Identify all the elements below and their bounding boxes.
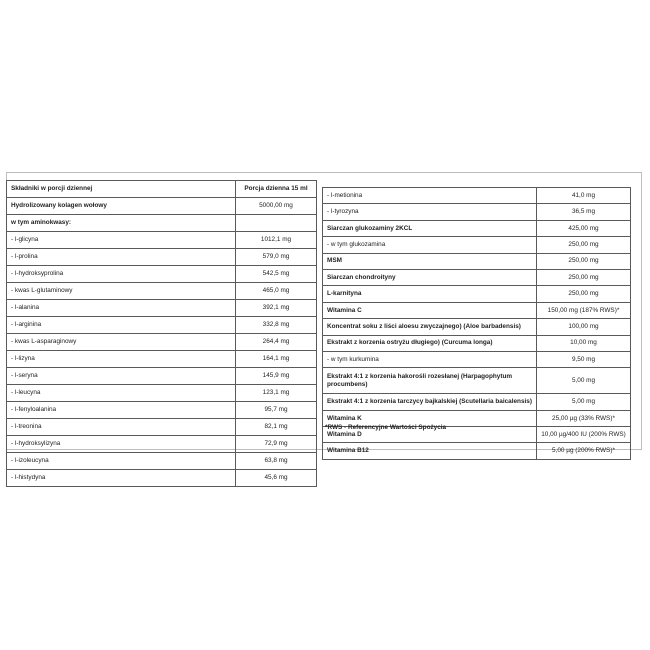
ingredient-amount: 10,00 µg/400 IU (200% RWS) (537, 427, 631, 443)
table-row (7, 368, 317, 385)
ingredient-name: - l-glicyna (7, 232, 236, 249)
ingredient-amount: 5,00 mg (537, 368, 631, 394)
ingredient-amount: 250,00 mg (537, 253, 631, 269)
ingredient-amount: 425,00 mg (537, 220, 631, 236)
ingredient-name: w tym aminokwasy: (7, 215, 236, 232)
ingredient-amount: 1012,1 mg (236, 232, 317, 249)
ingredient-amount: 150,00 mg (187% RWS)* (537, 302, 631, 318)
ingredient-name: Ekstrakt 4:1 z korzenia hakorośli rozesłanej (Harpagophytum procumbens) (323, 368, 537, 394)
ingredient-name: Siarczan chondroityny (323, 269, 537, 285)
nutrition-table-left (6, 180, 317, 487)
ingredient-amount: 41,0 mg (537, 188, 631, 204)
ingredient-name: - l-seryna (7, 368, 236, 385)
table-row (323, 368, 631, 394)
ingredient-name: - w tym kurkumina (323, 351, 537, 367)
ingredient-amount: 5,00 µg (200% RWS)* (537, 443, 631, 459)
ingredient-name: - l-lizyna (7, 351, 236, 368)
table-row (7, 402, 317, 419)
ingredient-name: - l-metionina (323, 188, 537, 204)
table-row (7, 334, 317, 351)
ingredient-name: - l-arginina (7, 317, 236, 334)
ingredient-amount: 123,1 mg (236, 385, 317, 402)
table-row (7, 232, 317, 249)
ingredient-name: Witamina C (323, 302, 537, 318)
ingredient-name: - kwas L-glutaminowy (7, 283, 236, 300)
ingredient-name: Witamina D (323, 427, 537, 443)
table-header-row (7, 181, 317, 198)
table-row (7, 436, 317, 453)
table-row (7, 266, 317, 283)
ingredient-name: L-karnityna (323, 286, 537, 302)
ingredient-name: - kwas L-asparaginowy (7, 334, 236, 351)
table-row (323, 237, 631, 253)
ingredient-name: Witamina B12 (323, 443, 537, 459)
ingredient-name: Ekstrakt 4:1 z korzenia tarczycy bajkalskiej (Scutellaria baicalensis) (323, 394, 537, 410)
ingredient-amount (236, 215, 317, 232)
table-row (7, 317, 317, 334)
ingredient-amount: 25,00 µg (33% RWS)* (537, 410, 631, 426)
nutrition-table-right (322, 187, 631, 460)
table-row (7, 470, 317, 487)
ingredient-amount: 100,00 mg (537, 319, 631, 335)
table-row (323, 319, 631, 335)
ingredient-name: - l-alanina (7, 300, 236, 317)
table-row (7, 419, 317, 436)
ingredient-name: - l-hydroksyprolina (7, 266, 236, 283)
ingredient-amount: 332,8 mg (236, 317, 317, 334)
rws-footnote: *RWS - Referencyjne Wartości Spożycia (325, 424, 447, 431)
ingredient-amount: 10,00 mg (537, 335, 631, 351)
table-row (7, 283, 317, 300)
ingredient-name: Ekstrakt z korzenia ostryżu długiego) (Curcuma longa) (323, 335, 537, 351)
ingredient-name: MSM (323, 253, 537, 269)
ingredient-name: Witamina K (323, 410, 537, 426)
ingredient-amount: 5,00 mg (537, 394, 631, 410)
table-row (323, 351, 631, 367)
ingredient-amount: 95,7 mg (236, 402, 317, 419)
ingredient-name: - l-hydroksylizyna (7, 436, 236, 453)
ingredient-amount: 579,0 mg (236, 249, 317, 266)
ingredient-amount: 264,4 mg (236, 334, 317, 351)
ingredient-name: - l-leucyna (7, 385, 236, 402)
ingredient-name: Hydrolizowany kolagen wołowy (7, 198, 236, 215)
ingredient-amount: 542,5 mg (236, 266, 317, 283)
table-row (323, 204, 631, 220)
table-row (7, 198, 317, 215)
table-row (323, 443, 631, 459)
header-ingredient: Składniki w porcji dziennej (7, 181, 236, 198)
table-row (323, 394, 631, 410)
table-row (323, 286, 631, 302)
table-row (7, 215, 317, 232)
ingredient-amount: 465,0 mg (236, 283, 317, 300)
table-row (323, 220, 631, 236)
ingredient-name: - l-treonina (7, 419, 236, 436)
table-row (7, 300, 317, 317)
table-row (7, 453, 317, 470)
ingredient-name: Koncentrat soku z liści aloesu zwyczajnego) (Aloe barbadensis) (323, 319, 537, 335)
ingredient-amount: 5000,00 mg (236, 198, 317, 215)
ingredient-name: Siarczan glukozaminy 2KCL (323, 220, 537, 236)
ingredient-name: - w tym glukozamina (323, 237, 537, 253)
table-row (7, 385, 317, 402)
table-row (7, 249, 317, 266)
ingredient-amount: 250,00 mg (537, 286, 631, 302)
ingredient-amount: 36,5 mg (537, 204, 631, 220)
header-daily-portion: Porcja dzienna 15 ml (236, 181, 317, 198)
ingredient-amount: 250,00 mg (537, 237, 631, 253)
ingredient-amount: 63,8 mg (236, 453, 317, 470)
ingredient-amount: 9,50 mg (537, 351, 631, 367)
ingredient-amount: 145,9 mg (236, 368, 317, 385)
ingredient-name: - l-histydyna (7, 470, 236, 487)
table-row (323, 188, 631, 204)
ingredient-amount: 45,6 mg (236, 470, 317, 487)
ingredient-name: - l-prolina (7, 249, 236, 266)
table-row (323, 253, 631, 269)
table-row (323, 269, 631, 285)
table-row (323, 302, 631, 318)
ingredient-amount: 72,9 mg (236, 436, 317, 453)
ingredient-name: - l-fenyloalanina (7, 402, 236, 419)
ingredient-name: - l-tyrozyna (323, 204, 537, 220)
table-row (7, 351, 317, 368)
ingredient-name: - l-izoleucyna (7, 453, 236, 470)
ingredient-amount: 82,1 mg (236, 419, 317, 436)
table-row (323, 335, 631, 351)
ingredient-amount: 392,1 mg (236, 300, 317, 317)
ingredient-amount: 164,1 mg (236, 351, 317, 368)
ingredient-amount: 250,00 mg (537, 269, 631, 285)
